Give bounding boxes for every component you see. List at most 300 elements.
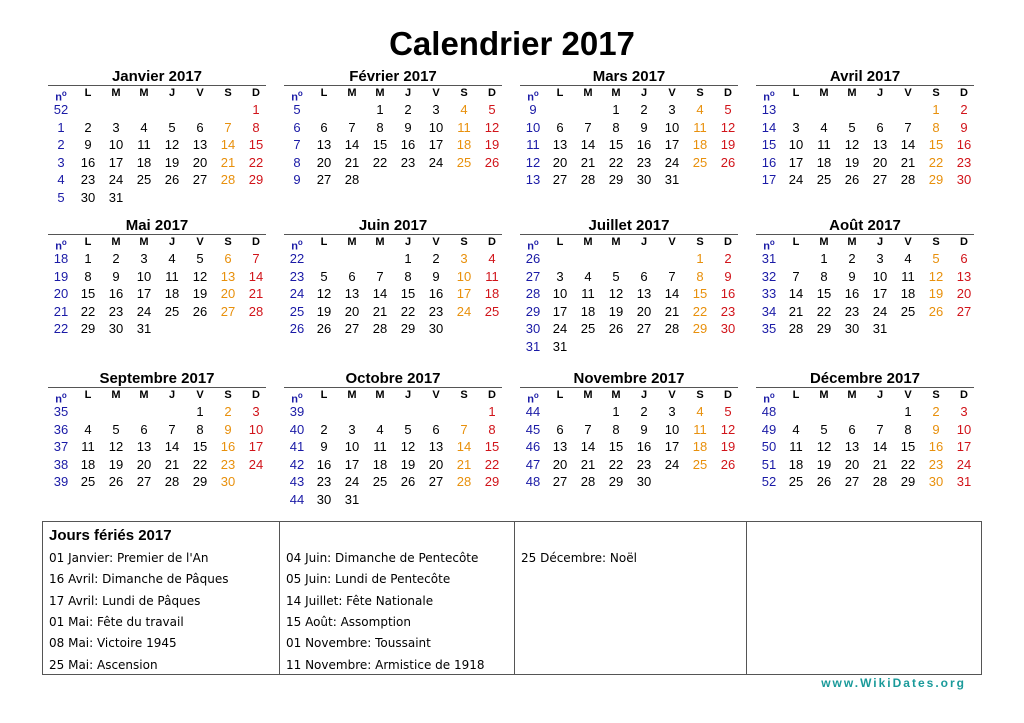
day-cell: 19 <box>164 154 180 170</box>
month-grid <box>48 235 270 338</box>
week-row <box>284 285 506 303</box>
week-number-header-sup: o <box>533 391 539 400</box>
holiday-item: 08 Mai: Victoire 1945 <box>49 636 177 651</box>
weekday-header-wed: M <box>611 389 621 401</box>
day-cell: 17 <box>552 303 568 319</box>
weekday-header-row <box>756 235 978 253</box>
week-number-header-sup: o <box>769 89 775 98</box>
day-cell: 23 <box>720 303 736 319</box>
day-cell: 3 <box>432 102 440 117</box>
day-cell: 11 <box>581 286 595 301</box>
weekday-header-wed: M <box>375 389 385 401</box>
weekday-header-fri: V <box>432 389 440 401</box>
weekday-header-mon: L <box>84 389 92 401</box>
week-row <box>48 189 270 207</box>
holiday-item: 14 Juillet: Fête Nationale <box>286 593 434 608</box>
weekday-header-wed: M <box>611 236 621 248</box>
weekday-header-wed: M <box>375 236 385 248</box>
day-cell: 29 <box>692 321 708 336</box>
day-cell <box>922 320 950 338</box>
day-cell <box>894 101 922 119</box>
day-cell: 23 <box>316 474 332 489</box>
day-cell: 2 <box>640 404 648 419</box>
week-number-header <box>284 388 310 406</box>
day-cell: 17 <box>664 137 680 152</box>
day-cell: 5 <box>168 119 176 135</box>
day-cell: 1 <box>820 251 828 266</box>
week-number: 33 <box>761 286 777 301</box>
day-cell: 31 <box>552 338 568 354</box>
day-cell: 7 <box>792 268 800 284</box>
day-cell: 12 <box>720 421 736 437</box>
day-cell: 21 <box>372 303 388 319</box>
day-cell: 18 <box>136 154 152 170</box>
day-cell <box>658 473 686 491</box>
day-cell: 3 <box>876 251 884 266</box>
day-cell: 10 <box>552 286 568 301</box>
day-cell: 18 <box>788 456 804 472</box>
month-grid <box>284 86 506 189</box>
weekday-header-thu: J <box>640 236 648 248</box>
week-row <box>520 403 742 421</box>
week-number-header-sup: o <box>61 89 67 98</box>
day-cell <box>574 101 602 119</box>
day-cell: 9 <box>640 421 648 437</box>
week-number-header-sup: o <box>769 391 775 400</box>
day-cell: 15 <box>484 439 500 454</box>
day-cell: 7 <box>252 251 260 266</box>
weekday-header-sat: S <box>696 389 704 401</box>
day-cell: 26 <box>192 303 208 319</box>
page-title: Calendrier 2017 <box>389 25 635 62</box>
holiday-item: 25 Mai: Ascension <box>49 657 158 672</box>
week-row <box>48 403 270 421</box>
day-cell <box>130 403 158 421</box>
weekday-header-fri: V <box>196 87 204 99</box>
weekday-header-tue: M <box>583 87 593 99</box>
day-cell: 3 <box>960 404 968 419</box>
weekday-header-fri: V <box>904 236 912 248</box>
day-cell <box>422 403 450 421</box>
day-cell: 9 <box>112 268 120 284</box>
week-row <box>48 154 270 172</box>
holiday-column <box>43 522 279 674</box>
day-cell <box>602 250 630 268</box>
week-row <box>520 268 742 286</box>
day-cell <box>782 250 810 268</box>
weekday-header-wed: M <box>847 236 857 248</box>
day-cell: 7 <box>376 268 384 284</box>
day-cell: 11 <box>165 268 179 284</box>
day-cell: 10 <box>108 137 124 152</box>
week-number-header-label: n <box>291 393 298 406</box>
day-cell: 31 <box>872 321 888 336</box>
day-cell: 23 <box>428 303 444 319</box>
day-cell: 11 <box>485 268 499 284</box>
month-title: Juillet 2017 <box>588 217 670 234</box>
weekday-header-tue: M <box>111 87 121 99</box>
holiday-item: 25 Décembre: Noël <box>521 551 637 565</box>
day-cell: 9 <box>320 439 328 454</box>
week-row <box>284 154 506 172</box>
day-cell: 29 <box>608 172 624 187</box>
day-cell: 7 <box>460 421 468 437</box>
day-cell: 4 <box>460 102 468 117</box>
day-cell: 16 <box>720 286 736 301</box>
week-row <box>756 119 978 137</box>
day-cell <box>602 338 630 356</box>
day-cell: 6 <box>640 268 648 284</box>
month-title: Juin 2017 <box>358 217 428 234</box>
day-cell <box>214 320 242 338</box>
week-row <box>284 320 506 338</box>
weekday-header-thu: J <box>404 389 412 401</box>
day-cell: 21 <box>220 154 236 170</box>
weekday-header-sat: S <box>460 389 468 401</box>
day-cell <box>630 250 658 268</box>
weekday-header-sun: D <box>724 236 732 248</box>
weekday-header-tue: M <box>819 236 829 248</box>
week-number-header-sup: o <box>769 238 775 247</box>
day-cell: 18 <box>484 286 500 301</box>
day-cell: 24 <box>344 474 360 489</box>
day-cell: 17 <box>788 154 804 170</box>
day-cell: 21 <box>248 286 264 301</box>
day-cell <box>186 320 214 338</box>
weekday-header-row <box>48 235 270 253</box>
day-cell: 19 <box>316 303 332 319</box>
day-cell: 31 <box>136 321 152 336</box>
day-cell: 10 <box>788 137 804 152</box>
day-cell <box>658 250 686 268</box>
day-cell: 11 <box>81 439 95 454</box>
day-cell: 23 <box>108 303 124 319</box>
day-cell: 9 <box>932 421 940 437</box>
day-cell: 30 <box>720 321 736 336</box>
day-cell: 19 <box>108 456 124 472</box>
day-cell: 27 <box>344 321 360 336</box>
day-cell: 3 <box>140 251 148 266</box>
day-cell: 18 <box>456 137 472 152</box>
weekday-header-tue: M <box>819 389 829 401</box>
day-cell: 13 <box>428 439 444 454</box>
day-cell <box>478 320 506 338</box>
week-number: 5 <box>293 102 301 117</box>
week-number: 26 <box>289 321 305 336</box>
day-cell: 14 <box>872 439 888 454</box>
weekday-header-sat: S <box>224 87 232 99</box>
day-cell: 20 <box>192 154 208 170</box>
day-cell: 25 <box>164 303 180 319</box>
week-number: 22 <box>289 251 305 266</box>
day-cell: 26 <box>164 172 180 187</box>
day-cell: 15 <box>608 137 624 152</box>
day-cell: 2 <box>224 404 232 419</box>
week-number: 23 <box>289 268 305 284</box>
day-cell: 22 <box>608 154 624 170</box>
weekday-header-mon: L <box>320 87 328 99</box>
week-number: 28 <box>525 286 541 301</box>
weekday-header-tue: M <box>347 389 357 401</box>
week-number-header-label: n <box>291 91 298 104</box>
day-cell: 12 <box>816 439 832 454</box>
day-cell: 24 <box>248 456 264 472</box>
day-cell: 3 <box>792 119 800 135</box>
day-cell: 25 <box>372 474 388 489</box>
day-cell <box>574 338 602 356</box>
weekday-header-row <box>520 86 742 104</box>
week-number-header-sup: o <box>533 238 539 247</box>
month-grid <box>756 388 978 491</box>
week-number: 32 <box>761 268 777 284</box>
week-number: 36 <box>53 421 69 437</box>
day-cell: 15 <box>192 439 208 454</box>
day-cell: 14 <box>164 439 180 454</box>
holiday-item: 01 Mai: Fête du travail <box>49 614 184 629</box>
holiday-column <box>514 522 746 674</box>
day-cell: 18 <box>900 286 916 301</box>
day-cell <box>130 189 158 207</box>
day-cell: 16 <box>928 439 944 454</box>
week-row <box>756 438 978 456</box>
day-cell: 10 <box>456 268 472 284</box>
day-cell: 2 <box>960 102 968 117</box>
day-cell: 9 <box>404 119 412 135</box>
month-title: Septembre 2017 <box>99 370 215 387</box>
day-cell: 6 <box>196 119 204 135</box>
day-cell: 28 <box>248 303 264 319</box>
day-cell <box>338 250 366 268</box>
weekday-header-thu: J <box>640 87 648 99</box>
day-cell: 25 <box>900 303 916 319</box>
day-cell <box>310 101 338 119</box>
weekday-header-sat: S <box>696 87 704 99</box>
week-number: 10 <box>525 119 541 135</box>
month-grid <box>756 86 978 189</box>
week-number-header-label: n <box>527 240 534 253</box>
day-cell: 21 <box>872 456 888 472</box>
day-cell: 24 <box>788 172 804 187</box>
day-cell <box>714 171 742 189</box>
day-cell: 30 <box>80 189 96 205</box>
day-cell: 2 <box>404 102 412 117</box>
day-cell: 17 <box>664 439 680 454</box>
day-cell: 12 <box>192 268 208 284</box>
day-cell: 30 <box>956 172 972 187</box>
day-cell: 6 <box>140 421 148 437</box>
day-cell: 8 <box>612 421 620 437</box>
day-cell: 12 <box>164 137 180 152</box>
week-row <box>756 171 978 189</box>
week-row <box>756 473 978 491</box>
day-cell: 2 <box>112 251 120 266</box>
holiday-item: 15 Août: Assomption <box>286 614 411 629</box>
day-cell: 19 <box>192 286 208 301</box>
day-cell: 12 <box>844 137 860 152</box>
weekday-header-sun: D <box>960 389 968 401</box>
day-cell: 9 <box>724 268 732 284</box>
weekday-header-wed: M <box>375 87 385 99</box>
week-number-header-label: n <box>527 393 534 406</box>
day-cell <box>838 101 866 119</box>
day-cell: 10 <box>248 421 264 437</box>
day-cell: 26 <box>844 172 860 187</box>
weekday-header-sat: S <box>224 389 232 401</box>
weekday-header-fri: V <box>432 87 440 99</box>
day-cell <box>102 101 130 119</box>
holiday-item: 05 Juin: Lundi de Pentecôte <box>286 572 451 587</box>
day-cell: 6 <box>320 119 328 135</box>
week-number-header <box>756 86 782 104</box>
day-cell: 24 <box>664 154 680 170</box>
week-number: 8 <box>293 154 301 170</box>
day-cell <box>74 101 102 119</box>
week-number-header-sup: o <box>297 89 303 98</box>
week-number: 9 <box>529 102 537 117</box>
week-number-header-label: n <box>55 393 62 406</box>
week-number: 41 <box>289 439 305 454</box>
day-cell <box>186 101 214 119</box>
day-cell: 23 <box>636 154 652 170</box>
day-cell: 22 <box>248 154 264 170</box>
day-cell: 16 <box>108 286 124 301</box>
weekday-header-row <box>520 235 742 253</box>
day-cell <box>310 250 338 268</box>
day-cell: 6 <box>848 421 856 437</box>
day-cell: 20 <box>316 154 332 170</box>
day-cell: 13 <box>636 286 652 301</box>
day-cell: 24 <box>956 456 972 472</box>
day-cell: 25 <box>136 172 152 187</box>
day-cell: 14 <box>248 268 264 284</box>
weekday-header-sat: S <box>224 236 232 248</box>
day-cell: 17 <box>456 286 472 301</box>
weekday-header-mon: L <box>792 389 800 401</box>
footer-link[interactable]: www.WikiDates.org <box>821 676 966 690</box>
week-row <box>520 438 742 456</box>
day-cell: 28 <box>580 474 596 489</box>
weekday-header-fri: V <box>196 389 204 401</box>
week-row <box>520 320 742 338</box>
day-cell: 18 <box>580 303 596 319</box>
week-number: 26 <box>525 251 541 266</box>
day-cell: 5 <box>612 268 620 284</box>
weekday-header-thu: J <box>168 389 176 401</box>
day-cell <box>894 320 922 338</box>
day-cell: 1 <box>488 404 496 419</box>
month-title: Février 2017 <box>349 68 437 85</box>
day-cell: 16 <box>956 137 972 152</box>
day-cell: 29 <box>928 172 944 187</box>
day-cell: 9 <box>84 137 92 152</box>
day-cell: 3 <box>556 268 564 284</box>
day-cell: 28 <box>344 172 360 187</box>
day-cell: 25 <box>692 456 708 472</box>
day-cell: 20 <box>844 456 860 472</box>
day-cell <box>422 171 450 189</box>
month-title: Janvier 2017 <box>111 68 203 85</box>
day-cell <box>242 473 270 491</box>
day-cell: 4 <box>376 421 384 437</box>
week-row <box>284 403 506 421</box>
day-cell: 16 <box>80 154 96 170</box>
week-row <box>48 438 270 456</box>
day-cell: 21 <box>456 456 472 472</box>
week-number: 29 <box>525 303 541 319</box>
month-grid <box>520 235 742 355</box>
day-cell: 26 <box>608 321 624 336</box>
day-cell: 11 <box>137 137 151 152</box>
week-number: 13 <box>761 102 777 117</box>
day-cell <box>394 171 422 189</box>
weekday-header-thu: J <box>168 87 176 99</box>
day-cell: 11 <box>901 268 915 284</box>
day-cell: 29 <box>816 321 832 336</box>
weekday-header-sun: D <box>724 87 732 99</box>
day-cell: 26 <box>720 154 736 170</box>
week-number: 12 <box>525 154 541 170</box>
week-number: 46 <box>525 439 541 454</box>
week-number-header-sup: o <box>61 391 67 400</box>
day-cell: 21 <box>580 154 596 170</box>
week-row <box>48 285 270 303</box>
day-cell: 1 <box>612 102 620 117</box>
day-cell: 6 <box>556 421 564 437</box>
week-row <box>520 285 742 303</box>
day-cell: 10 <box>956 421 972 437</box>
day-cell <box>158 189 186 207</box>
day-cell: 20 <box>344 303 360 319</box>
holiday-item: 11 Novembre: Armistice de 1918 <box>286 657 485 672</box>
day-cell: 30 <box>220 474 236 489</box>
week-number: 16 <box>761 154 777 170</box>
day-cell: 13 <box>552 137 568 152</box>
day-cell: 31 <box>344 491 360 507</box>
weekday-header-row <box>48 388 270 406</box>
day-cell: 4 <box>584 268 592 284</box>
day-cell: 24 <box>108 172 124 187</box>
week-row <box>48 456 270 474</box>
week-row <box>756 456 978 474</box>
day-cell: 20 <box>872 154 888 170</box>
month-grid <box>284 235 506 338</box>
day-cell <box>366 171 394 189</box>
week-number: 39 <box>289 404 305 419</box>
day-cell <box>450 491 478 509</box>
day-cell: 6 <box>224 251 232 266</box>
day-cell: 13 <box>872 137 888 152</box>
weekday-header-mon: L <box>320 236 328 248</box>
day-cell <box>74 403 102 421</box>
day-cell: 1 <box>196 404 204 419</box>
day-cell: 2 <box>432 251 440 266</box>
day-cell: 27 <box>552 474 568 489</box>
weekday-header-sun: D <box>252 236 260 248</box>
day-cell: 29 <box>608 474 624 489</box>
weekday-header-tue: M <box>583 236 593 248</box>
day-cell <box>866 101 894 119</box>
day-cell <box>546 101 574 119</box>
day-cell: 14 <box>372 286 388 301</box>
month-grid <box>48 86 270 206</box>
day-cell: 24 <box>872 303 888 319</box>
week-number: 31 <box>525 338 541 354</box>
day-cell: 28 <box>164 474 180 489</box>
day-cell: 19 <box>928 286 944 301</box>
week-number: 14 <box>761 119 777 135</box>
day-cell <box>810 403 838 421</box>
weekday-header-sun: D <box>960 87 968 99</box>
